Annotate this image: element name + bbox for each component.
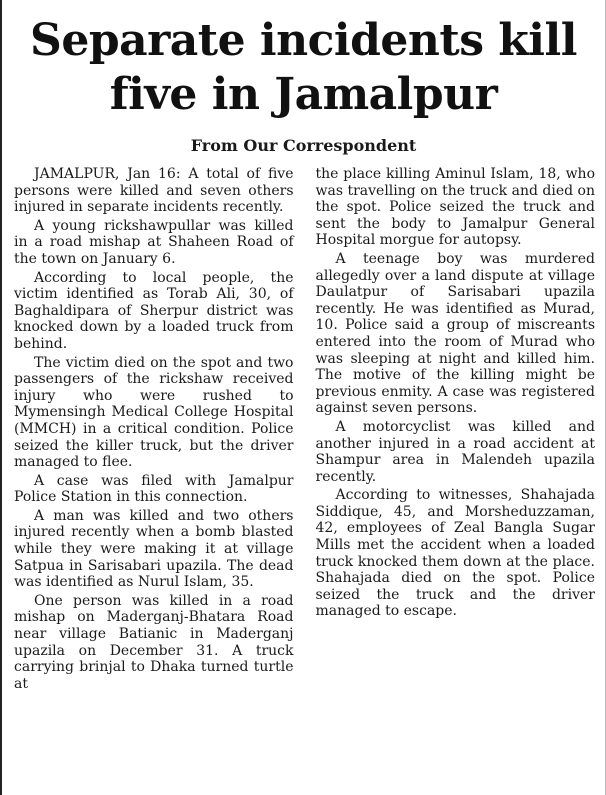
paragraph: JAMALPUR, Jan 16: A total of five persons were killed and seven others injured in separate incidents recently. — [14, 166, 294, 216]
paragraph: According to local people, the victim identified as Torab Ali, 30, of Baghaldipara of Sherpur district was knocked down by a loaded truck from behind. — [14, 269, 294, 352]
paragraph: One person was killed in a road mishap on Maderganj-Bhatara Road near village Batianic in Maderganj upazila on December 31. A truck carrying brinjal to Dhaka turned turtle at — [14, 592, 294, 692]
headline — [2, 0, 605, 122]
paragraph: A young rickshawpullar was killed in a road mishap at Shaheen Road of the town on January 6. — [14, 217, 294, 267]
byline: From Our Correspondent — [190, 136, 417, 155]
paragraph: the place killing Aminul Islam, 18, who was travelling on the truck and died on the spot. Police seized the truck and sent the body to Jamalpur General Hospital morgue for autopsy. — [315, 166, 595, 249]
paragraph: A motorcyclist was killed and another injured in a road accident at Shampur area in Malendeh upazila recently. — [315, 418, 595, 485]
paragraph: A man was killed and two others injured recently when a bomb blasted while they were making it at village Satpua in Sarisabari upazila. The dead was identified as Nurul Islam, 35. — [14, 507, 294, 591]
headline-line-1: Separate incidents kill — [30, 15, 577, 66]
paragraph: A case was filed with Jamalpur Police Station in this connection. — [14, 472, 294, 506]
headline-line-2: five in Jamalpur — [109, 69, 498, 120]
column-left — [14, 166, 294, 692]
paragraph: A teenage boy was murdered allegedly over a land dispute at village Daulatpur of Sarisabari upazila recently. He was identified as Murad, 10. Police said a group of miscreants entered into the room of Murad who was sleeping at night and killed him. The motive of the killing might be previous enmity. A case was registered against seven persons. — [315, 250, 595, 417]
column-right — [316, 166, 596, 692]
paragraph: The victim died on the spot and two passengers of the rickshaw received injury who were rushed to Mymensingh Medical College Hospital (MMCH) in a critical condition. Police seized the killer truck, but the driver managed to flee. — [14, 354, 294, 471]
paragraph: According to witnesses, Shahajada Siddique, 45, and Morsheduzzaman, 42, employees of Zeal Bangla Sugar Mills met the accident when a loaded truck knocked them down at the place. Shahajada died on the spot. Police seized the truck and the driver managed to escape. — [315, 487, 595, 620]
article-body — [2, 166, 605, 692]
